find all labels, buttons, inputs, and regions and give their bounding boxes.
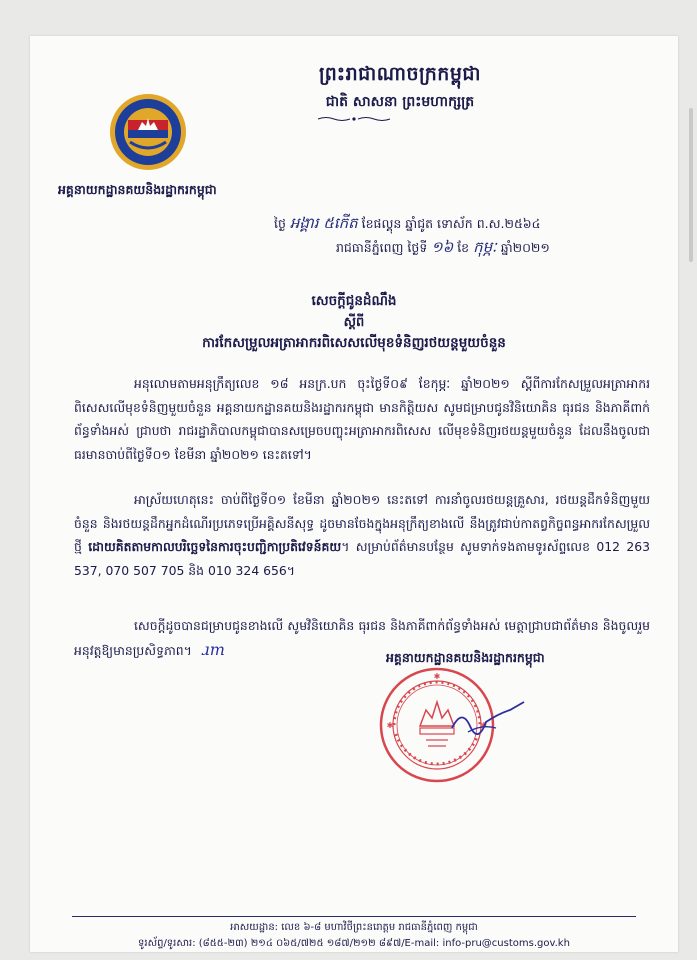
svg-text:✱: ✱ bbox=[433, 672, 441, 681]
national-motto: ជាតិ សាសនា ព្រះមហាក្សត្រ bbox=[325, 94, 475, 110]
solar-month-prefix: ខែ bbox=[457, 240, 470, 255]
lunar-date-prefix: ថ្ងៃ bbox=[274, 216, 286, 231]
customs-logo bbox=[108, 92, 188, 172]
body-paragraph-1: អនុលោមតាមអនុក្រឹត្យលេខ ១៨ អនក្រ.បក ចុះថ្ងៃទី០៩ ខែកុម្ភៈ ឆ្នាំ២០២១ ស្ដីពីការកែសម្រួលអត្រាអាករពិសេសលើមុខទំនិញមួយចំនួន អគ្គនាយកដ្ឋានគយនិងរដ្ឋាករកម្ពុជា មានកិត្តិយស សូមជម្រាបជូនវិនិយោគិន ធុរជន និងភាគីពាក់ព័ន្ធទាំងអស់ ជ្រាបថា រាជរដ្ឋាភិបាលកម្ពុជាបានសម្រេចបញ្ចុះអត្រាអាករពិសេស លើមុខទំនិញរថយន្តមួយចំនួន ដែលនឹងចូលជាធរមានចាប់ពីថ្ងៃទី០១ ខែមីនា ឆ្នាំ២០២១ នេះតទៅ។ bbox=[74, 376, 650, 462]
notice-title: សេចក្ដីជូនដំណឹង bbox=[311, 293, 397, 309]
solar-day-handwritten: ១៦ bbox=[431, 238, 454, 256]
handwritten-signature bbox=[448, 698, 528, 738]
lunar-date bbox=[274, 214, 541, 236]
scrollbar-thumb[interactable] bbox=[689, 108, 693, 262]
svg-text:✱: ✱ bbox=[480, 721, 488, 730]
notice-subject-label: ស្ដីពី bbox=[343, 315, 365, 330]
kingdom-heading: ព្រះរាជាណាចក្រកម្ពុជា bbox=[319, 63, 481, 85]
footer-divider bbox=[72, 916, 636, 917]
svg-text:✱: ✱ bbox=[386, 721, 394, 730]
body-paragraph-2 bbox=[74, 488, 650, 582]
signature-title: អគ្គនាយកដ្ឋានគយនិងរដ្ឋាករកម្ពុជា bbox=[386, 650, 545, 665]
body-paragraph-3 bbox=[74, 614, 650, 662]
footer-address: អាសយដ្ឋាន: លេខ ៦-៨ មហាវិថីព្រះនរោត្តម រាជធានីភ្នំពេញ កម្ពុជា bbox=[230, 922, 478, 933]
lunar-date-rest: ខែផល្គុន ឆ្នាំជូត ទោស័ក ព.ស.២៥៦៤ bbox=[361, 216, 541, 231]
document-page bbox=[30, 36, 678, 952]
paragraph-2-emphasis: ដោយគិតតាមកាលបរិច្ឆេទនៃការចុះបញ្ជិកាប្រតិវេទន៍គយ bbox=[88, 539, 342, 554]
solar-date bbox=[336, 238, 550, 260]
notice-subject: ការកែសម្រួលអត្រាអាករពិសេសលើមុខទំនិញរថយន្តមួយចំនួន bbox=[202, 335, 506, 351]
lunar-day-handwritten: អង្គារ ៥កើត bbox=[289, 214, 358, 232]
solar-date-prefix: រាជធានីភ្នំពេញ ថ្ងៃទី bbox=[336, 240, 428, 255]
paragraph-2-text: អាស្រ័យហេតុនេះ ចាប់ពីថ្ងៃទី០១ ខែមីនា ឆ្នាំ២០២១ នេះតទៅ ការនាំចូលរថយន្តគ្រួសារ, រថយន្តដឹកទំនិញមួយចំនួន និងរថយន្តដឹកអ្នកដំណើរប្រភេទប្រើអគ្គិសនីសុទ្ធ ដូចមានចែងក្នុងអនុក្រឹត្យខាងលើ នឹងត្រូវជាប់កាតព្វកិច្ចពន្ធអាករកែសម្រួលថ្មី bbox=[74, 492, 650, 554]
solar-month-handwritten: កុម្ភៈ bbox=[473, 238, 497, 256]
footer-contact: ទូរស័ព្ទ/ទូរសារ: (៨៥៥-២៣) ២១៤ ០៦៥/៧២៥ ១៨៧/២១២ ៨៩៧/E-mail: info-pru@customs.gov.kh bbox=[138, 938, 570, 949]
ornament-divider bbox=[316, 116, 392, 122]
solar-year: ឆ្នាំ២០២១ bbox=[500, 240, 550, 255]
paragraph-3-text: សេចក្ដីដូចបានជម្រាបជូនខាងលើ សូមវិនិយោគិន ធុរជន និងភាគីពាក់ព័ន្ធទាំងអស់ មេត្តាជ្រាបជាព័ត៌មាន និងចូលរួមអនុវត្តឱ្យមានប្រសិទ្ធភាព។ bbox=[74, 618, 650, 658]
department-name: អគ្គនាយកដ្ឋានគយនិងរដ្ឋាករកម្ពុជា bbox=[58, 182, 217, 197]
paragraph-2-contact: ។ សម្រាប់ព័ត៌មានបន្ថែម សូមទាក់ទងតាមទូរស័ព្ទលេខ 012 263 537, 070 507 705 និង 010 324 656។ bbox=[74, 539, 650, 578]
handwritten-initials: ɹm bbox=[201, 639, 225, 659]
